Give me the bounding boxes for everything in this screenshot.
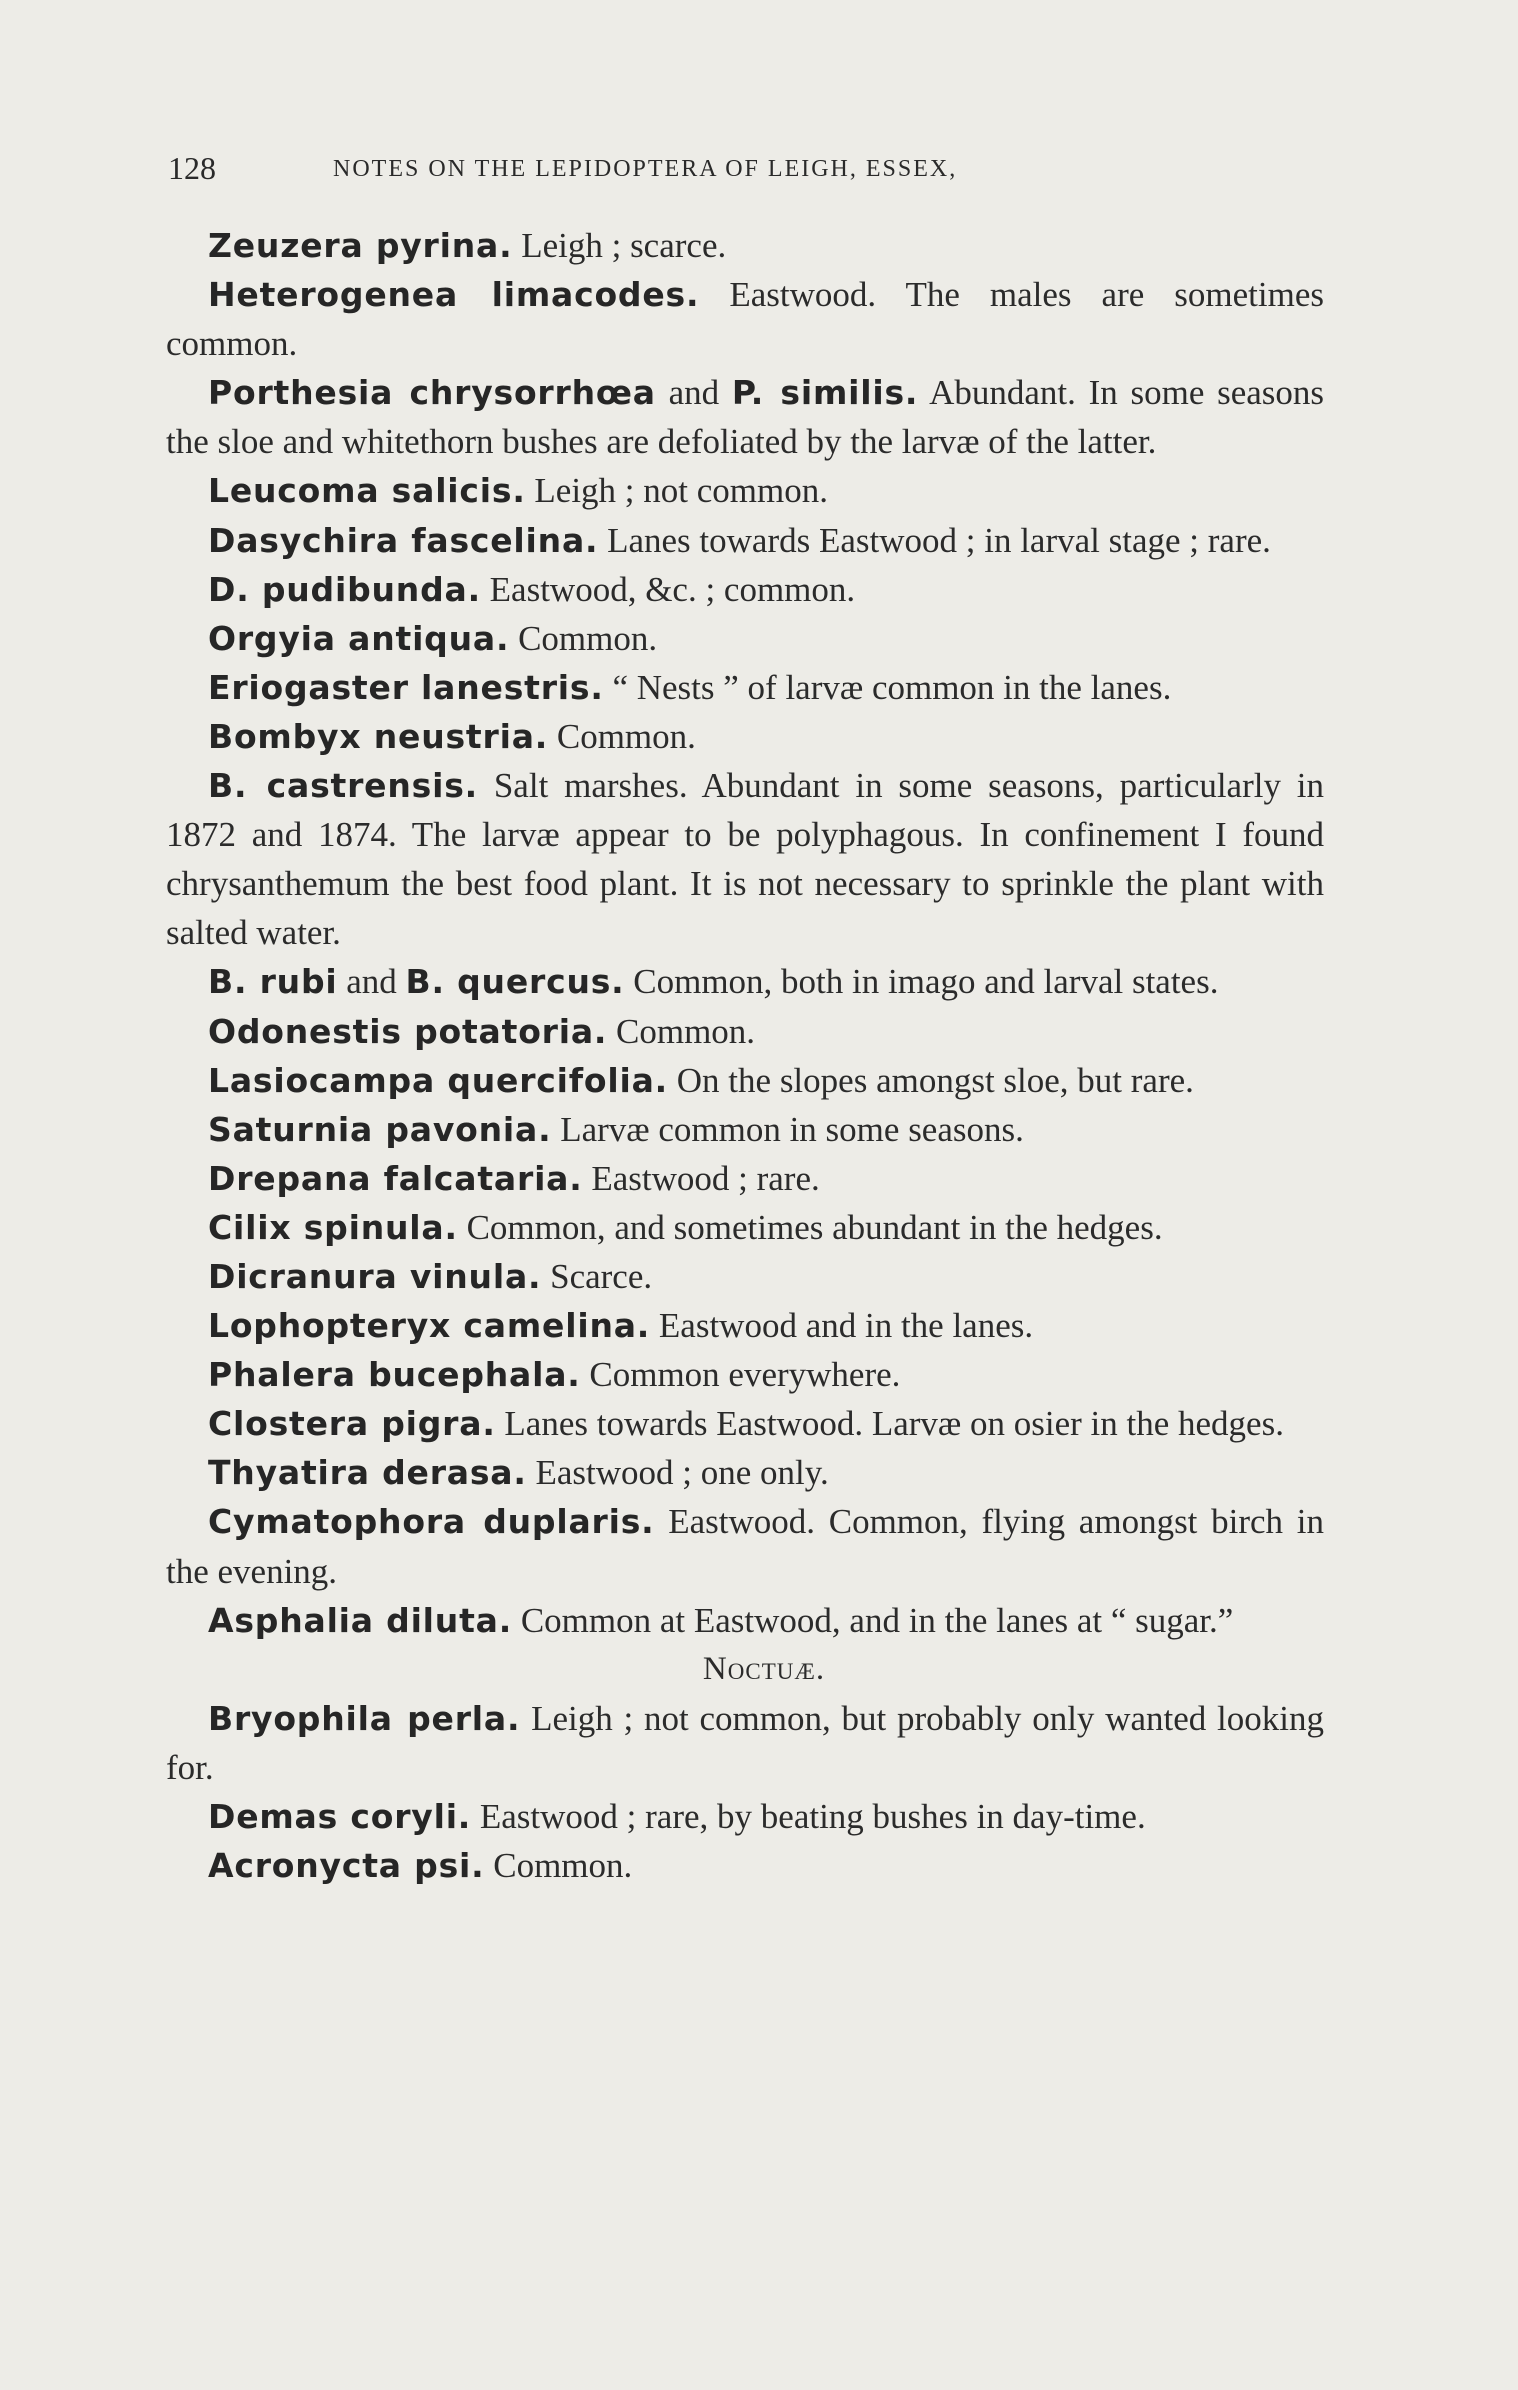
species-entry bbox=[166, 957, 1324, 1006]
species-entry bbox=[166, 1056, 1324, 1105]
species-entry bbox=[166, 466, 1324, 515]
species-entry bbox=[166, 1448, 1324, 1497]
species-entry bbox=[166, 1007, 1324, 1056]
species-name: Phalera bucephala. bbox=[208, 1355, 581, 1395]
species-entry bbox=[166, 1596, 1324, 1645]
section-heading: Noctuæ. bbox=[702, 1650, 826, 1687]
species-name: Bryophila perla. bbox=[208, 1698, 521, 1738]
species-name: Leucoma salicis. bbox=[208, 471, 526, 511]
species-entry bbox=[166, 1497, 1324, 1595]
species-note: Common. bbox=[616, 1011, 756, 1051]
species-entry bbox=[166, 270, 1324, 368]
species-entry bbox=[166, 1252, 1324, 1301]
species-entry bbox=[166, 663, 1324, 712]
species-note: Lanes towards Eastwood. Larvæ on osier in the hedges. bbox=[504, 1404, 1284, 1444]
species-note: Eastwood and in the lanes. bbox=[658, 1306, 1034, 1346]
species-entry bbox=[166, 1301, 1324, 1350]
species-entry bbox=[166, 761, 1324, 957]
species-name: Porthesia chrysorrhœa bbox=[208, 373, 656, 413]
species-note: Eastwood. Common, flying amongst birch in the evening. bbox=[166, 1502, 1324, 1591]
species-note: Common. bbox=[518, 618, 658, 658]
species-note: “ Nests ” of larvæ common in the lanes. bbox=[612, 667, 1172, 707]
species-note: Leigh ; not common, but probably only wanted looking for. bbox=[166, 1698, 1324, 1787]
species-note: Abundant. In some seasons the sloe and whitethorn bushes are defoliated by the larvæ of the latter. bbox=[166, 373, 1325, 462]
species-entry bbox=[166, 614, 1324, 663]
species-name: Lasiocampa quercifolia. bbox=[208, 1060, 669, 1100]
species-entry bbox=[166, 221, 1324, 270]
running-head: NOTES ON THE LEPIDOPTERA OF LEIGH, ESSEX, bbox=[333, 156, 958, 182]
species-entry bbox=[166, 1841, 1324, 1890]
species-note: and bbox=[668, 373, 720, 413]
species-note: Eastwood ; rare, by beating bushes in day-time. bbox=[479, 1797, 1146, 1836]
species-entry bbox=[166, 1399, 1324, 1448]
species-name: Clostera pigra. bbox=[208, 1404, 496, 1444]
page-number: 128 bbox=[168, 150, 216, 186]
species-name: B. rubi bbox=[208, 962, 338, 1002]
species-note: Scarce. bbox=[550, 1256, 653, 1296]
species-name: Heterogenea limacodes. bbox=[208, 275, 700, 315]
species-note: Leigh ; scarce. bbox=[521, 226, 727, 265]
species-name: Bombyx neustria. bbox=[208, 716, 549, 756]
species-entry bbox=[166, 565, 1324, 614]
species-entry bbox=[166, 1792, 1324, 1841]
species-note: Salt marshes. Abundant in some seasons, particularly in 1872 and 1874. The larvæ appear to be polyphagous. In confinement I found chrysanthemum the best food plant. It is not necessary to sprinkle the plant with salted water. bbox=[166, 766, 1325, 953]
species-name: Zeuzera pyrina. bbox=[208, 226, 513, 265]
species-name: Orgyia antiqua. bbox=[208, 618, 510, 658]
species-entry bbox=[166, 1154, 1324, 1203]
species-entry bbox=[166, 1350, 1324, 1399]
species-note: and bbox=[346, 962, 397, 1002]
species-note: Eastwood. The males are sometimes common. bbox=[166, 275, 1325, 364]
species-name: Acronycta psi. bbox=[208, 1846, 485, 1886]
species-note: Lanes towards Eastwood ; in larval stage ; rare. bbox=[607, 520, 1271, 560]
species-name: Cilix spinula. bbox=[208, 1207, 458, 1247]
species-list-top bbox=[166, 221, 1324, 1645]
species-note: Eastwood, &c. ; common. bbox=[489, 569, 856, 609]
species-entry bbox=[166, 1203, 1324, 1252]
species-note: Larvæ common in some seasons. bbox=[560, 1109, 1024, 1149]
species-name: Odonestis potatoria. bbox=[208, 1011, 608, 1051]
species-entry bbox=[166, 516, 1324, 565]
species-name: Eriogaster lanestris. bbox=[208, 667, 604, 707]
species-name: Asphalia diluta. bbox=[208, 1600, 513, 1640]
species-list-bottom bbox=[166, 1694, 1324, 1890]
species-name: Dicranura vinula. bbox=[208, 1256, 542, 1296]
species-name: Cymatophora duplaris. bbox=[208, 1502, 655, 1542]
species-name: Demas coryli. bbox=[208, 1797, 472, 1836]
species-name: Dasychira fascelina. bbox=[208, 520, 599, 560]
species-note: Common at Eastwood, and in the lanes at “ sugar.” bbox=[520, 1600, 1234, 1640]
species-name: Saturnia pavonia. bbox=[208, 1109, 552, 1149]
page-header bbox=[168, 150, 1328, 190]
species-name: Lophopteryx camelina. bbox=[208, 1306, 651, 1346]
species-entry bbox=[166, 712, 1324, 761]
species-note: Eastwood ; rare. bbox=[591, 1158, 820, 1198]
species-note: Common. bbox=[556, 716, 696, 756]
species-note: Common. bbox=[493, 1846, 633, 1886]
species-note: Leigh ; not common. bbox=[534, 471, 828, 511]
species-entry bbox=[166, 1694, 1324, 1792]
species-note: Common everywhere. bbox=[589, 1355, 901, 1395]
species-entry bbox=[166, 368, 1324, 466]
species-note: On the slopes amongst sloe, but rare. bbox=[676, 1060, 1194, 1100]
species-name: Drepana falcataria. bbox=[208, 1158, 583, 1198]
species-name: P. similis. bbox=[731, 373, 919, 413]
species-note: Common, both in imago and larval states. bbox=[633, 962, 1219, 1002]
species-note: Eastwood ; one only. bbox=[535, 1453, 829, 1493]
page-body bbox=[166, 221, 1324, 1890]
species-name: B. quercus. bbox=[405, 962, 625, 1002]
species-name: Thyatira derasa. bbox=[208, 1453, 527, 1493]
species-note: Common, and sometimes abundant in the hedges. bbox=[466, 1207, 1163, 1247]
species-name: D. pudibunda. bbox=[208, 569, 481, 609]
species-entry bbox=[166, 1105, 1324, 1154]
species-name: B. castrensis. bbox=[208, 766, 478, 806]
